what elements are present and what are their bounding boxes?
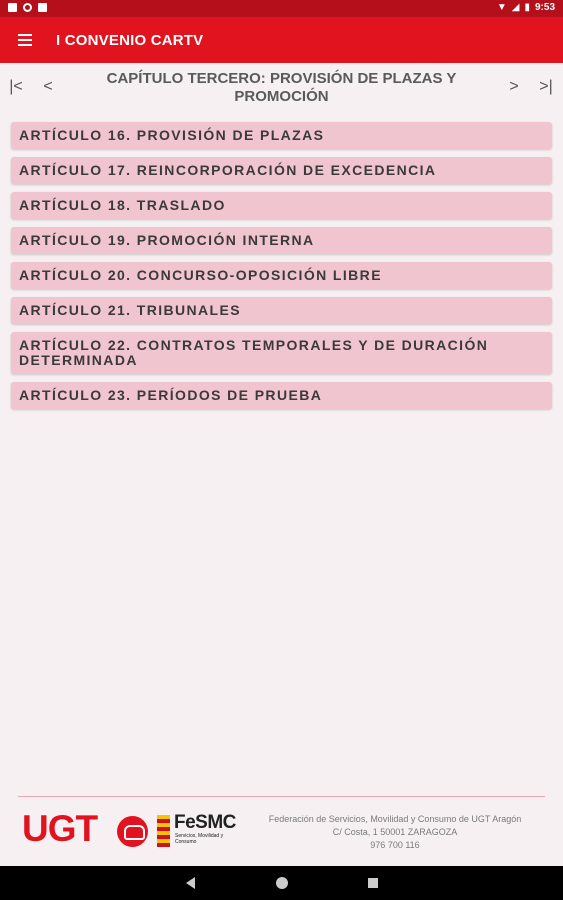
article-item-16[interactable] (11, 122, 552, 149)
ugt-logo: UGT (22, 808, 98, 849)
article-list (11, 122, 552, 417)
first-chapter-icon[interactable]: |< (9, 78, 23, 95)
status-time: 9:53 (534, 2, 555, 13)
footer-line-address: C/ Costa, 1 50001 ZARAGOZA (332, 827, 458, 837)
app-title: I CONVENIO CARTV (56, 32, 204, 49)
home-icon[interactable] (276, 877, 288, 889)
article-item-22[interactable] (11, 332, 552, 374)
article-item-17[interactable] (11, 157, 552, 184)
chapter-title: CAPÍTULO TERCERO: PROVISIÓN DE PLAZAS Y PROMOCIÓN (106, 70, 457, 105)
article-label: ARTÍCULO 19. PROMOCIÓN INTERNA (19, 232, 315, 248)
article-item-19[interactable] (11, 227, 552, 254)
footer-address (255, 813, 535, 852)
article-label: ARTÍCULO 20. CONCURSO-OPOSICIÓN LIBRE (19, 267, 382, 283)
sync-icon (23, 3, 32, 12)
article-label: ARTÍCULO 16. PROVISIÓN DE PLAZAS (19, 127, 325, 143)
footer-line-organization: Federación de Servicios, Movilidad y Consumo de UGT Aragón (268, 814, 522, 824)
fesmc-logo: FeSMC (174, 812, 236, 833)
back-icon[interactable] (186, 877, 195, 889)
article-label: ARTÍCULO 22. CONTRATOS TEMPORALES Y DE DURACIÓN DETERMINADA (19, 337, 489, 368)
footer (0, 796, 563, 866)
system-nav-bar (0, 866, 563, 900)
chapter-nav (0, 63, 563, 115)
footer-divider (18, 796, 545, 797)
article-item-23[interactable] (11, 382, 552, 409)
aragon-flag-icon (157, 815, 170, 847)
last-chapter-icon[interactable]: >| (539, 78, 553, 95)
footer-line-phone: 976 700 116 (370, 840, 420, 850)
signal-icon: ◢ (511, 2, 520, 13)
wifi-icon: ▼ (496, 2, 507, 13)
app-bar (0, 17, 563, 63)
status-bar (0, 0, 563, 17)
fesmc-logo-subtitle: Servicios, Movilidad y Consumo (175, 833, 224, 845)
battery-icon: ▮ (524, 2, 530, 13)
ugt-emblem-icon (117, 816, 148, 847)
sd-card-icon (38, 3, 47, 12)
article-label: ARTÍCULO 21. TRIBUNALES (19, 302, 241, 318)
notification-icon (8, 3, 17, 12)
hamburger-menu-icon[interactable] (14, 31, 36, 49)
previous-chapter-icon[interactable]: < (43, 78, 53, 95)
article-label: ARTÍCULO 18. TRASLADO (19, 197, 226, 213)
article-item-20[interactable] (11, 262, 552, 289)
article-item-21[interactable] (11, 297, 552, 324)
next-chapter-icon[interactable]: > (509, 78, 519, 95)
article-label: ARTÍCULO 17. REINCORPORACIÓN DE EXCEDENCIA (19, 162, 437, 178)
article-item-18[interactable] (11, 192, 552, 219)
article-label: ARTÍCULO 23. PERÍODOS DE PRUEBA (19, 387, 323, 403)
recent-apps-icon[interactable] (368, 878, 378, 888)
